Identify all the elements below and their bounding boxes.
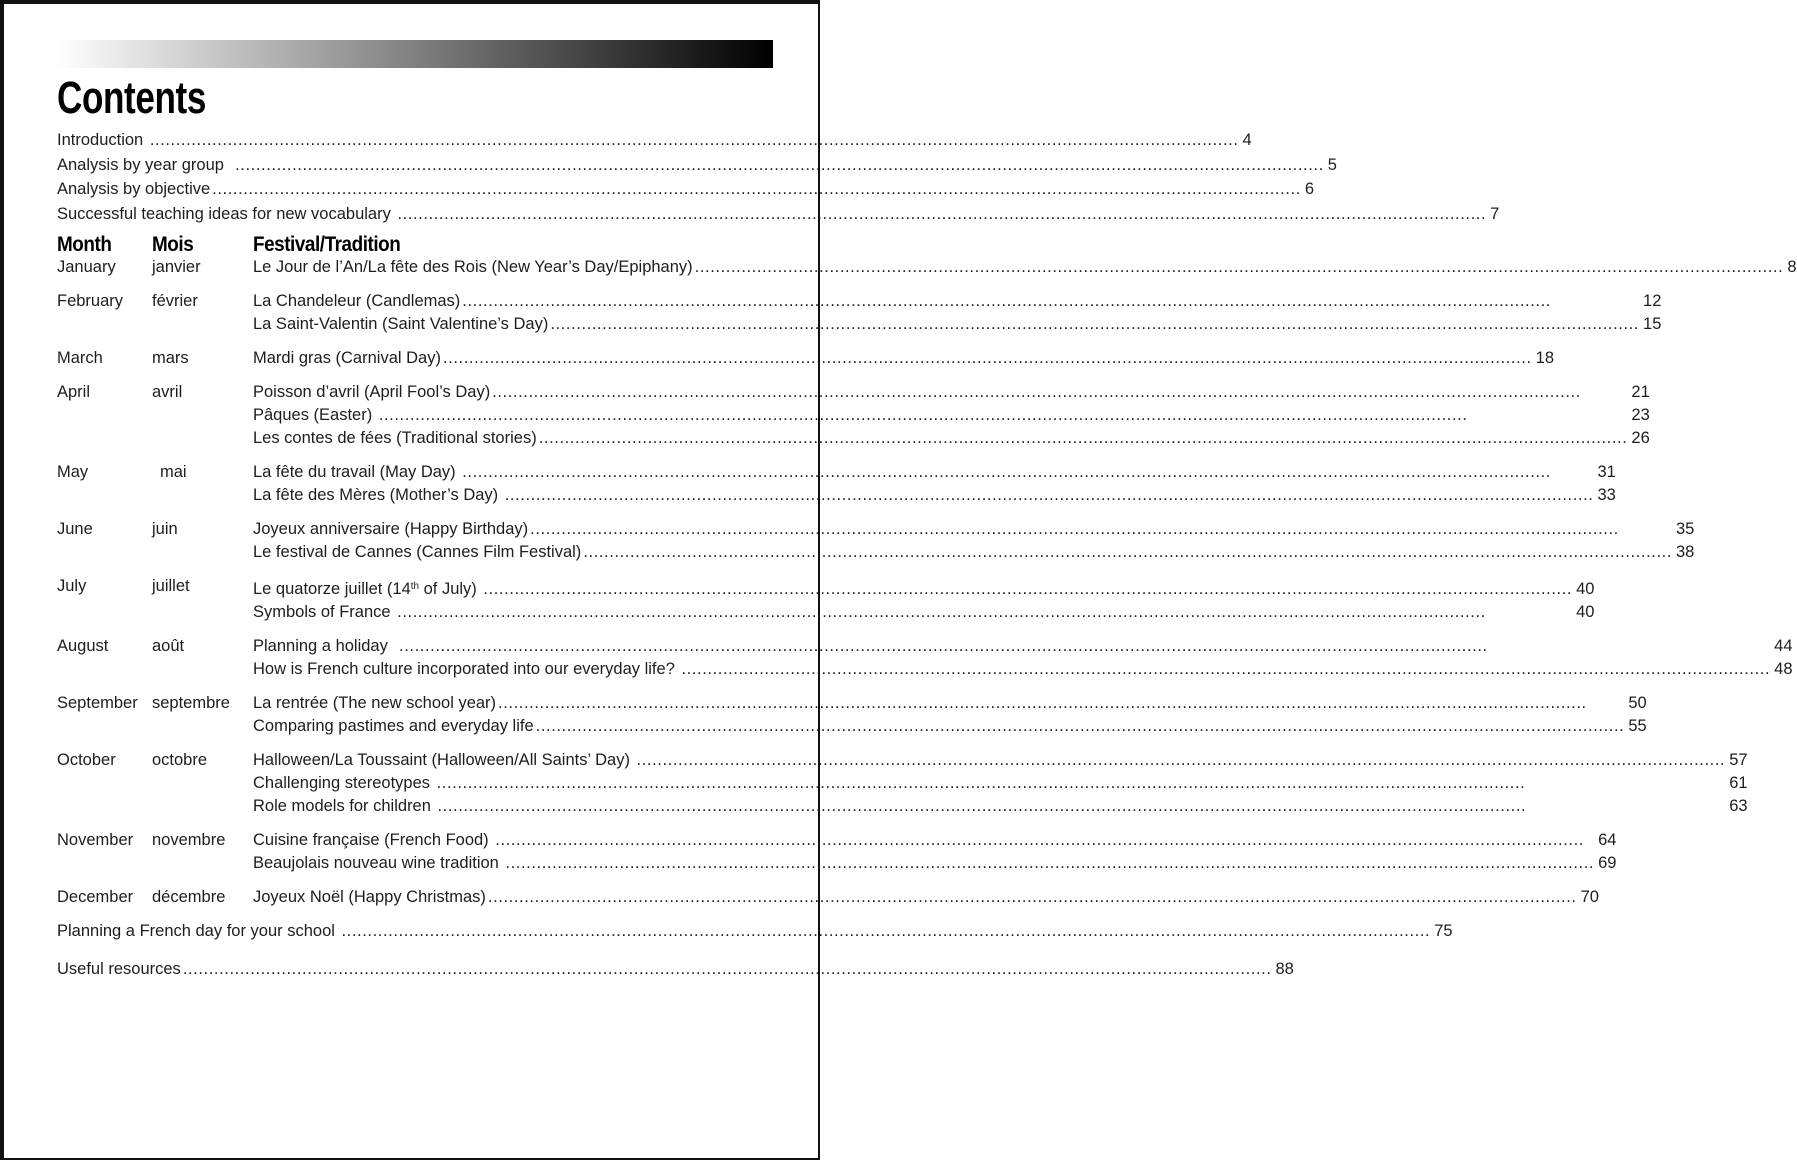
toc-entry	[253, 381, 1650, 404]
page-number: 70	[1580, 887, 1599, 906]
label-text: of July)	[419, 579, 482, 598]
page-number: 35	[1676, 520, 1695, 538]
month-row	[57, 290, 1662, 336]
label-text: Les contes de fées (Traditional stories)	[253, 429, 537, 447]
toc-entry	[253, 772, 1748, 795]
label-text: Challenging stereotypes	[253, 773, 435, 792]
label-text: Le quatorze juillet (14	[253, 579, 411, 598]
leader-dots	[397, 601, 1572, 624]
festival-entries	[253, 381, 1650, 450]
month-row	[57, 381, 1650, 450]
toc-entry	[253, 427, 1650, 450]
label-text: Joyeux anniversaire (Happy Birthday)	[253, 520, 529, 538]
toc-entry	[57, 153, 1337, 178]
toc-entry	[253, 715, 1647, 738]
label-text: La Chandeleur (Candlemas)	[253, 292, 461, 310]
mois-name: janvier	[152, 258, 201, 276]
label-text: Comparing pastimes and everyday life	[253, 716, 534, 735]
mois-name: mai	[160, 463, 187, 481]
month-name: June	[57, 520, 93, 538]
page-number: 6	[1304, 180, 1315, 198]
label-text: Planning a French day for your school	[57, 921, 340, 940]
leader-dots	[488, 886, 1577, 909]
page-number: 64	[1598, 830, 1617, 849]
month-row	[57, 461, 1616, 507]
page-number: 21	[1631, 383, 1650, 401]
page-number: 40	[1576, 579, 1595, 598]
leader-dots	[462, 290, 1639, 313]
toc-entry	[253, 829, 1616, 852]
label-text: Pâques (Easter)	[253, 406, 377, 424]
label-text: How is French culture incorporated into our everyday life?	[253, 659, 680, 678]
page-number: 88	[1275, 959, 1294, 978]
leader-dots	[530, 518, 1672, 541]
mois-name: février	[152, 292, 198, 310]
toc-entry-label	[253, 795, 436, 818]
label-text: Cuisine française (French Food)	[253, 830, 494, 849]
toc-entry	[253, 313, 1661, 336]
toc-entry	[253, 692, 1647, 715]
month-name: April	[57, 383, 91, 401]
leader-dots	[495, 829, 1594, 852]
label-text: Poisson d’avril (April Fool’s Day)	[253, 383, 491, 401]
toc-entry	[253, 658, 1793, 681]
label-text: Halloween/La Toussaint (Halloween/All Saints’ Day)	[253, 750, 635, 769]
month-name: March	[57, 349, 103, 367]
leader-dots	[539, 427, 1628, 450]
month-row	[57, 829, 1617, 875]
toc-entry	[253, 749, 1748, 772]
gradient-bar	[57, 40, 773, 68]
label-text: La fête du travail (May Day)	[253, 463, 461, 481]
month-row	[57, 749, 1748, 818]
label-text: Planning a holiday	[253, 636, 398, 655]
month-row	[57, 886, 1599, 909]
toc-entry-label	[253, 313, 548, 336]
page-number: 31	[1597, 463, 1616, 481]
toc-entry	[253, 541, 1694, 564]
leader-dots	[695, 256, 1784, 279]
intro-list	[57, 128, 1500, 226]
toc-entry-label	[253, 829, 493, 852]
toc-entry-label	[253, 484, 503, 507]
festival-entries	[253, 461, 1616, 507]
leader-dots	[681, 658, 1770, 681]
mois-name: juin	[152, 520, 178, 538]
toc-entry-label	[253, 772, 435, 795]
month-row	[57, 518, 1695, 564]
toc-entry	[253, 461, 1616, 484]
month-name: July	[57, 577, 87, 595]
label-text: Joyeux Noël (Happy Christmas)	[253, 887, 486, 906]
mois-name: décembre	[152, 887, 226, 906]
month-row	[57, 347, 1555, 370]
leader-dots	[438, 795, 1726, 818]
mois-name: juillet	[152, 577, 190, 595]
toc-entry-label	[253, 715, 534, 738]
leader-dots	[550, 313, 1639, 336]
label-text: Analysis by year group	[57, 155, 234, 174]
toc-entry-label	[253, 601, 395, 624]
toc-entry	[253, 347, 1554, 370]
toc-entry-label	[253, 575, 481, 601]
page-number: 55	[1628, 716, 1647, 735]
month-name: December	[57, 887, 134, 906]
toc-entry	[57, 920, 1453, 943]
month-name: August	[57, 636, 109, 655]
toc-entry-label	[253, 749, 635, 772]
leader-dots	[342, 920, 1431, 943]
page-number: 44	[1774, 636, 1793, 655]
toc-entry-label	[253, 518, 528, 541]
label-text: Symbols of France	[253, 602, 396, 621]
toc-entry	[253, 518, 1694, 541]
toc-entry	[57, 177, 1315, 202]
leader-dots	[437, 772, 1726, 795]
leader-dots	[150, 128, 1239, 153]
footer-entries	[57, 920, 1453, 981]
label-text: La Saint-Valentin (Saint Valentine’s Day)	[253, 315, 549, 333]
page-number: 75	[1434, 921, 1453, 940]
label-text: La fête des Mères (Mother’s Day)	[253, 486, 503, 504]
month-row	[57, 635, 1793, 681]
leader-dots	[379, 404, 1628, 427]
page-number: 4	[1242, 131, 1252, 149]
column-header-festival: Festival/Tradition	[253, 233, 401, 256]
toc-entry-label	[253, 427, 537, 450]
page-number: 48	[1774, 659, 1793, 678]
page-number: 57	[1729, 750, 1748, 769]
label-text: Introduction	[57, 131, 148, 149]
page-number: 5	[1327, 155, 1337, 174]
toc-entry	[253, 886, 1599, 909]
month-name: September	[57, 693, 138, 712]
label-text: Mardi gras (Carnival Day)	[253, 349, 441, 367]
page-number: 33	[1597, 486, 1616, 504]
page-number: 61	[1729, 773, 1748, 792]
toc-entry-label	[253, 404, 377, 427]
leader-dots	[183, 958, 1272, 981]
page-number: 40	[1576, 602, 1595, 621]
label-text: Le Jour de l’An/La fête des Rois (New Year’s Day/Epiphany)	[253, 258, 693, 276]
toc-entry	[253, 601, 1594, 624]
toc-entry-label	[253, 461, 460, 484]
mois-name: avril	[152, 383, 183, 401]
label-text: Le festival de Cannes (Cannes Film Festival)	[253, 543, 582, 561]
toc-entry-label	[57, 128, 148, 153]
label-text: Useful resources	[57, 959, 181, 978]
month-name: October	[57, 750, 116, 769]
page-number: 26	[1631, 429, 1650, 447]
leader-dots	[212, 177, 1301, 202]
toc-entry-label	[57, 177, 210, 202]
festival-entries	[253, 829, 1616, 875]
leader-dots	[505, 484, 1594, 507]
festival-entries	[253, 886, 1599, 909]
festival-entries	[253, 347, 1554, 370]
toc-entry-label	[57, 153, 233, 178]
page-number: 8	[1787, 258, 1797, 276]
festival-entries	[253, 635, 1793, 681]
toc-entry	[253, 795, 1748, 818]
mois-name: novembre	[152, 830, 226, 849]
toc-entry-label	[253, 256, 693, 279]
mois-name: août	[152, 636, 185, 655]
mois-name: septembre	[152, 693, 230, 712]
page-number: 50	[1628, 693, 1647, 712]
toc-entry	[57, 958, 1294, 981]
label-text: La rentrée (The new school year)	[253, 693, 497, 712]
toc-entry	[253, 575, 1594, 601]
month-name: November	[57, 830, 134, 849]
leader-dots	[583, 541, 1672, 564]
toc-entry	[253, 290, 1661, 313]
mois-name: mars	[152, 349, 189, 367]
leader-dots	[235, 153, 1324, 178]
toc-entry-label	[253, 381, 490, 404]
toc-entry-label	[57, 202, 395, 227]
page-number: 7	[1490, 204, 1500, 223]
toc-entry-label	[253, 541, 581, 564]
leader-dots	[443, 347, 1532, 370]
month-row	[57, 692, 1647, 738]
month-name: February	[57, 292, 124, 310]
superscript-text: th	[410, 581, 420, 592]
toc-body	[4, 256, 1797, 909]
leader-dots	[505, 852, 1594, 875]
toc-entry-label	[253, 692, 496, 715]
page-number: 69	[1598, 853, 1617, 872]
month-name: January	[57, 258, 116, 276]
toc-entry	[253, 404, 1650, 427]
month-row	[57, 575, 1595, 624]
column-header-month: Month	[57, 233, 112, 256]
festival-entries	[253, 692, 1647, 738]
festival-entries	[253, 749, 1748, 818]
toc-entry-label	[57, 920, 340, 943]
toc-entry-label	[253, 290, 460, 313]
page-number: 23	[1631, 406, 1650, 424]
page-number: 63	[1729, 796, 1748, 815]
month-name: May	[57, 463, 89, 481]
table-header-row	[57, 234, 765, 256]
toc-entry	[57, 128, 1252, 153]
leader-dots	[637, 749, 1726, 772]
toc-entry	[253, 635, 1793, 658]
festival-entries	[253, 575, 1594, 624]
page-title: Contents	[57, 72, 206, 123]
label-text: Role models for children	[253, 796, 436, 815]
toc-entry-label	[253, 658, 679, 681]
leader-dots	[498, 692, 1624, 715]
toc-entry-label	[253, 852, 503, 875]
label-text: Successful teaching ideas for new vocabulary	[57, 204, 396, 223]
festival-entries	[253, 256, 1797, 279]
leader-dots	[536, 715, 1625, 738]
leader-dots	[399, 635, 1770, 658]
leader-dots	[397, 202, 1486, 227]
toc-entry-label	[253, 635, 397, 658]
festival-entries	[253, 290, 1661, 336]
leader-dots	[492, 381, 1627, 404]
toc-entry	[253, 852, 1616, 875]
page-number: 18	[1535, 349, 1555, 367]
festival-entries	[253, 518, 1694, 564]
toc-entry	[253, 256, 1797, 279]
toc-entry-label	[57, 958, 181, 981]
page-number: 12	[1643, 292, 1662, 310]
toc-entry	[253, 484, 1616, 507]
month-row	[57, 256, 1797, 279]
column-header-mois: Mois	[152, 233, 194, 256]
page-number: 38	[1676, 543, 1695, 561]
label-text: Analysis by objective	[57, 180, 211, 198]
page-number: 15	[1643, 315, 1662, 333]
toc-entry-label	[253, 886, 486, 909]
leader-dots	[483, 578, 1572, 601]
leader-dots	[462, 461, 1593, 484]
toc-entry	[57, 202, 1500, 227]
toc-entry-label	[253, 347, 441, 370]
mois-name: octobre	[152, 750, 208, 769]
label-text: Beaujolais nouveau wine tradition	[253, 853, 504, 872]
